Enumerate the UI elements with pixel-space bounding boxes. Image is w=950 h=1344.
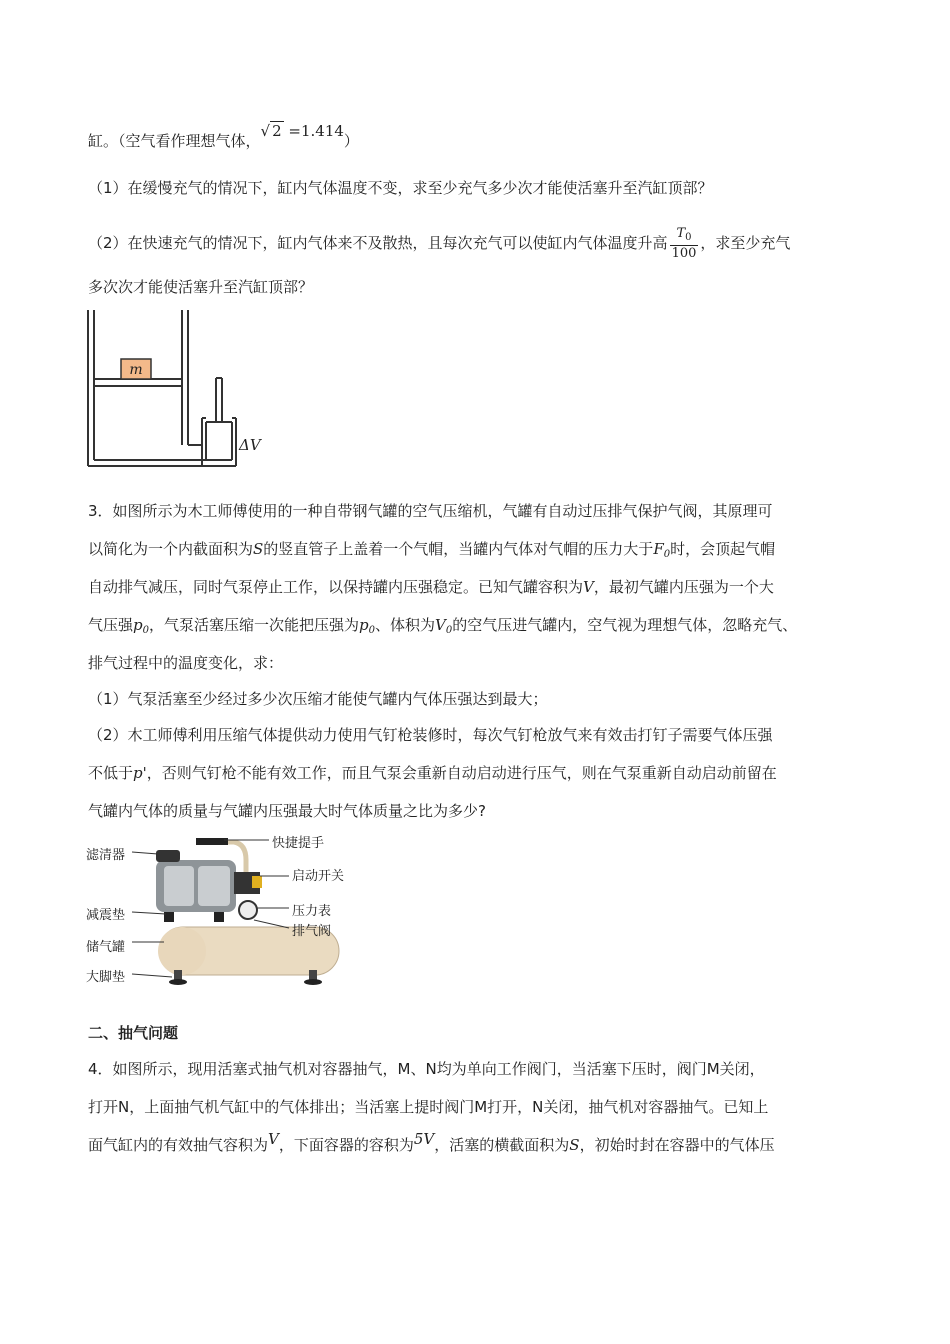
- text-span: 的空气压进气罐内，空气视为理想气体，忽略充气、: [452, 616, 798, 634]
- var-V: V: [435, 616, 446, 634]
- problem-4-line: [88, 1096, 768, 1118]
- sqrt-expression: √ 2 =1.414: [260, 122, 344, 140]
- text-span: 气罐内气体的质量与气罐内压强最大时气体质量之比为多少?: [88, 802, 486, 820]
- var-V: V: [583, 578, 594, 596]
- problem-3-question-1: [88, 688, 548, 710]
- fraction: [670, 226, 699, 261]
- text-span: 缸。（空气看作理想气体，: [88, 132, 261, 150]
- text-span: 3．如图所示为木工师傅使用的一种自带钢气罐的空气压缩机，气罐有自动过压排气保护气阀，其原理可: [88, 502, 773, 520]
- fraction-numerator-sub: 0: [685, 232, 692, 243]
- problem-3-question-2: [88, 724, 773, 746]
- text-span: 的竖直管子上盖着一个气帽，当罐内气体对气帽的压力大于: [263, 540, 654, 558]
- delta-v-label: ΔV: [239, 436, 261, 454]
- problem-3-line: [88, 614, 797, 642]
- label-handle: 快捷提手: [272, 836, 325, 851]
- text-span: ，初始时封在容器中的气体压: [579, 1136, 775, 1154]
- var-sub: 0: [663, 549, 671, 560]
- question-2: [88, 226, 790, 261]
- problem-3-line: [88, 652, 283, 674]
- label-foot-pad: 大脚垫: [86, 970, 126, 985]
- air-compressor-figure: [84, 832, 364, 1002]
- sqrt-radicand: 2: [272, 122, 282, 140]
- text-span: ，气泵活塞压缩一次能把压强为: [149, 616, 360, 634]
- section-title: 二、抽气问题: [88, 1024, 179, 1042]
- var-S: S: [569, 1136, 580, 1154]
- text-span: （2）在快速充气的情况下，缸内气体来不及散热，且每次充气可以使缸内气体温度升高: [88, 234, 668, 252]
- problem-3-line: [88, 538, 775, 566]
- text-span: 打开N，上面抽气机气缸中的气体排出；当活塞上提时阀门M打开，N关闭，抽气机对容器抽气。已知上: [88, 1098, 769, 1116]
- text-line: [88, 122, 359, 152]
- text-span: ，最初气罐内压强为一个大: [593, 578, 774, 596]
- question-2-cont: [88, 276, 313, 298]
- text-span: 自动排气减压，同时气泵停止工作，以保持罐内压强稳定。已知气罐容积为: [88, 578, 584, 596]
- problem-3-question-2: [88, 762, 777, 784]
- text-span: 不低于: [88, 764, 134, 782]
- text-span: 面气缸内的有效抽气容积为: [88, 1136, 269, 1154]
- var-5V: 5V: [413, 1130, 435, 1148]
- label-switch: 启动开关: [292, 869, 345, 884]
- text-span: （2）木工师傅利用压缩气体提供动力使用气钉枪装修时，每次气钉枪放气来有效击打钉子需要气体压强: [88, 726, 773, 744]
- var-p-prime: p': [133, 764, 147, 782]
- text-span: 以简化为一个内截面积为: [88, 540, 254, 558]
- var-sub: 0: [142, 625, 149, 636]
- text-span: 、体积为: [375, 616, 436, 634]
- section-heading: [88, 1022, 178, 1044]
- text-span: （1）气泵活塞至少经过多少次压缩才能使气罐内气体压强达到最大；: [88, 690, 548, 708]
- label-damping-pad: 减震垫: [86, 908, 126, 923]
- text-span: 时，会顶起气帽: [670, 540, 776, 558]
- label-tank: 储气罐: [86, 940, 126, 955]
- piston: [94, 379, 182, 386]
- text-span: 多次次才能使活塞升至汽缸顶部？: [88, 278, 314, 296]
- problem-3-line: [88, 576, 774, 598]
- var-p: p: [359, 616, 369, 634]
- text-span: 排气过程中的温度变化，求：: [88, 654, 284, 672]
- text-span: ，下面容器的容积为: [278, 1136, 414, 1154]
- problem-4-line: [88, 1130, 775, 1156]
- cylinder-figure: [85, 308, 275, 473]
- problem-3-line: [88, 500, 773, 522]
- var-p: p: [133, 616, 143, 634]
- var-V: V: [268, 1130, 279, 1148]
- text-span: ）: [343, 132, 359, 150]
- fraction-numerator-var: T: [676, 226, 686, 241]
- sqrt-value: =1.414: [283, 122, 344, 140]
- question-1: [88, 177, 713, 199]
- var-sub: 0: [445, 625, 453, 636]
- fraction-numerator: [670, 226, 699, 246]
- text-span: 4．如图所示，现用活塞式抽气机对容器抽气，M、N均为单向工作阀门，当活塞下压时，阀门M关闭，: [88, 1060, 765, 1078]
- text-span: ，否则气钉枪不能有效工作，而且气泵会重新自动启动进行压气，则在气泵重新自动启动前留在: [146, 764, 777, 782]
- label-exhaust-valve: 排气阀: [292, 924, 332, 939]
- text-span: （1）在缓慢充气的情况下，缸内气体温度不变，求至少充气多少次才能使活塞升至汽缸顶部？: [88, 179, 713, 197]
- problem-4-line: [88, 1058, 765, 1080]
- fraction-denominator: 100: [671, 246, 697, 261]
- text-span: ，活塞的横截面积为: [434, 1136, 570, 1154]
- var-S: S: [253, 540, 264, 558]
- label-filter: 滤清器: [86, 848, 126, 863]
- var-F: F: [653, 540, 664, 558]
- problem-3-question-2: [88, 800, 486, 822]
- mass-label: m: [129, 362, 143, 378]
- label-gauge: 压力表: [292, 904, 332, 919]
- text-span: ，求至少充气: [700, 234, 791, 252]
- var-sub: 0: [368, 625, 375, 636]
- text-span: 气压强: [88, 616, 134, 634]
